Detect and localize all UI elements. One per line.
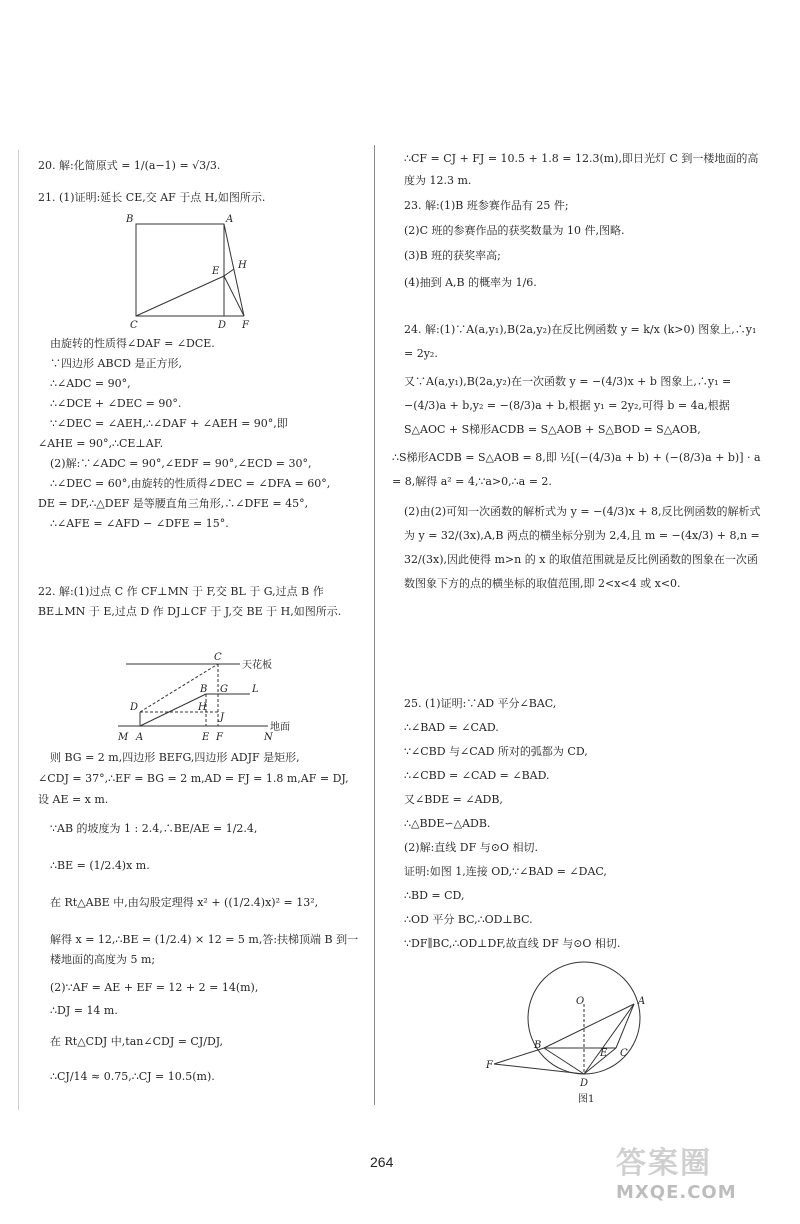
fig22-label-n: N [264, 732, 273, 743]
fig22-label-d: D [130, 702, 139, 713]
fig21-label-c: C [130, 320, 138, 330]
q21-heading [38, 190, 265, 205]
q25-line: ∵DF∥BC,∴OD⊥DF,故直线 DF 与⊙O 相切. [404, 937, 621, 950]
q22-line: ∴DJ = 14 m. [50, 1004, 118, 1017]
fig22-label-c: C [214, 652, 222, 663]
q22-line: ∴BE = (1/2.4)x m. [50, 859, 150, 872]
q25-line: ∵∠CBD 与∠CAD 所对的弧都为 CD, [404, 745, 588, 758]
q21-line: ∵∠DEC = ∠AEH,∴∠DAF + ∠AEH = 90°,即 [50, 417, 288, 430]
fig21-label-d: D [218, 320, 227, 330]
fig22-label-g: G [220, 684, 228, 695]
q23-line: (2)C 班的参赛作品的获奖数量为 10 件,图略. [404, 224, 625, 237]
q22-line: 在 Rt△CDJ 中,tan∠CDJ = CJ/DJ, [50, 1035, 224, 1048]
q22-line: 解得 x = 12,∴BE = (1/2.4) × 12 = 5 m,答:扶梯顶端 B 到一楼地面的高度为 5 m; [50, 933, 359, 966]
q22-continuation [392, 148, 764, 192]
fig22-label-m: M [118, 732, 129, 743]
fig25-caption: 图1 [578, 1094, 595, 1105]
q25-line: 又∠BDE = ∠ADB, [404, 793, 503, 806]
q24-line: 又∵A(a,y₁),B(2a,y₂)在一次函数 y = −(4/3)x + b 图象上,∴y₁ = −(4/3)a + b,y₂ = −(8/3)a + b,根据 y₁ = 2y₂,可得 b = 4a,根据 S△AOC + S梯形ACDB = S△AOB + S△BOD = S△AOB, [404, 375, 732, 436]
q21-solution [38, 336, 330, 531]
q22-line: 则 BG = 2 m,四边形 BEFG,四边形 ADJF 是矩形, [50, 751, 300, 764]
page-edge-line [18, 150, 19, 1110]
watermark [616, 1138, 776, 1218]
q21-line: 由旋转的性质得∠DAF = ∠DCE. [50, 337, 215, 350]
q24-line: 24. 解:(1)∵A(a,y₁),B(2a,y₂)在反比例函数 y = k/x (k>0) 图象上,∴y₁ = 2y₂. [404, 323, 757, 360]
q22-cont-line: ∴CF = CJ + FJ = 10.5 + 1.8 = 12.3(m),即日光灯 C 到一楼地面的高度为 12.3 m. [404, 152, 759, 187]
fig22-ground-label: 地面 [270, 722, 290, 733]
fig22-label-j: J [220, 712, 225, 723]
q23-answer [392, 198, 624, 290]
q23-line: (3)B 班的获奖率高; [404, 249, 501, 262]
q22-line: ∠CDJ = 37°,∴EF = BG = 2 m,AD = FJ = 1.8 m,AF = DJ, [38, 772, 349, 785]
fig22-label-a: A [136, 732, 144, 743]
q21-line: ∴∠ADC = 90°, [50, 377, 131, 390]
q22-line: 设 AE = x m. [38, 793, 109, 806]
q22-line: ∵AB 的坡度为 1 : 2.4,∴BE/AE = 1/2.4, [50, 822, 258, 835]
q25-line: ∴∠BAD = ∠CAD. [404, 721, 499, 734]
fig22-label-b: B [200, 684, 208, 695]
fig21-label-f: F [242, 320, 249, 330]
q25-line: ∴OD 平分 BC,∴OD⊥BC. [404, 913, 533, 926]
fig22-label-e: E [202, 732, 210, 743]
q20-answer [38, 158, 220, 173]
q22-line: 在 Rt△ABE 中,由勾股定理得 x² + ((1/2.4)x)² = 13², [50, 896, 319, 909]
q25-line: 25. (1)证明:∵AD 平分∠BAC, [404, 697, 557, 710]
fig22-ceiling-label: 天花板 [242, 660, 272, 671]
q24-line: ∴S梯形ACDB = S△AOB = 8,即 ½[(−(4/3)a + b) + (−(8/3)a + b)] · a = 8,解得 a² = 4,∵a>0,∴a = 2. [392, 451, 761, 488]
column-divider [374, 145, 375, 1105]
q25-line: 证明:如图 1,连接 OD,∵∠BAD = ∠DAC, [404, 865, 607, 878]
fig25-label-d: D [580, 1078, 589, 1089]
q22-heading [38, 582, 360, 622]
fig21-label-h: H [238, 260, 247, 271]
figure-21 [126, 212, 266, 330]
q24-answer [392, 318, 764, 596]
q24-line: (2)由(2)可知一次函数的解析式为 y = −(4/3)x + 8,反比例函数的解析式为 y = 32/(3x),A,B 两点的横坐标分别为 2,4,且 m = −(4x/3) + 8,n = 32/(3x),因此使得 m>n 的 x 的取值范围就是反比例函数的图象在一次函数图象下方的点的横坐标的取值范围,即 2<x<4 或 x<0. [404, 505, 761, 590]
fig25-label-a: A [638, 996, 646, 1007]
q23-line: (4)抽到 A,B 的概率为 1/6. [404, 276, 537, 289]
fig21-label-b: B [126, 214, 134, 225]
q21-line: ∴∠AFE = ∠AFD − ∠DFE = 15°. [50, 517, 229, 530]
q25-line: ∴△BDE∽△ADB. [404, 817, 491, 830]
q22-line: ∴CJ/14 ≈ 0.75,∴CJ = 10.5(m). [50, 1070, 215, 1083]
q21-line: ∴∠DCE + ∠DEC = 90°. [50, 397, 182, 410]
q25-line: ∴∠CBD = ∠CAD = ∠BAD. [404, 769, 550, 782]
fig22-label-l: L [252, 684, 259, 695]
figure-22 [118, 646, 318, 756]
fig25-label-c: C [620, 1048, 628, 1059]
q22-solution [38, 750, 360, 1084]
q21-line: ∠AHE = 90°,∴CE⊥AF. [38, 437, 164, 450]
q22-head-text: 22. 解:(1)过点 C 作 CF⊥MN 于 F,交 BL 于 G,过点 B 作 BE⊥MN 于 E,过点 D 作 DJ⊥CF 于 J,交 BE 于 H,如图所示. [38, 585, 342, 618]
fig25-label-b: B [534, 1040, 542, 1051]
q25-answer [392, 696, 620, 951]
watermark-site: MXQE.COM [616, 1182, 737, 1203]
q21-line: DE = DF,∴△DEF 是等腰直角三角形,∴∠DFE = 45°, [38, 497, 309, 510]
q25-line: ∴BD = CD, [404, 889, 465, 902]
fig21-label-a: A [226, 214, 234, 225]
fig25-label-e: E [600, 1048, 608, 1059]
q22-line: (2)∵AF = AE + EF = 12 + 2 = 14(m), [50, 981, 259, 994]
q23-line: 23. 解:(1)B 班参赛作品有 25 件; [404, 199, 569, 212]
q25-line: (2)解:直线 DF 与⊙O 相切. [404, 841, 538, 854]
fig21-label-e: E [212, 266, 220, 277]
fig25-label-o: O [576, 996, 585, 1007]
fig22-label-f: F [216, 732, 223, 743]
page-number: 264 [370, 1154, 394, 1170]
q21-head-text: 21. (1)证明:延长 CE,交 AF 于点 H,如图所示. [38, 191, 266, 204]
q20-text: 20. 解:化简原式 = 1/(a−1) = √3/3. [38, 159, 221, 172]
q21-line: ∴∠DEC = 60°,由旋转的性质得∠DEC = ∠DFA = 60°, [50, 477, 331, 490]
figure-25 [484, 960, 664, 1110]
fig22-label-h: H [198, 702, 207, 713]
q21-line: ∵四边形 ABCD 是正方形, [50, 357, 182, 370]
q21-line: (2)解:∵∠ADC = 90°,∠EDF = 90°,∠ECD = 30°, [50, 457, 312, 470]
fig25-label-f: F [486, 1060, 493, 1071]
watermark-logo: 答案圈 [616, 1146, 712, 1181]
